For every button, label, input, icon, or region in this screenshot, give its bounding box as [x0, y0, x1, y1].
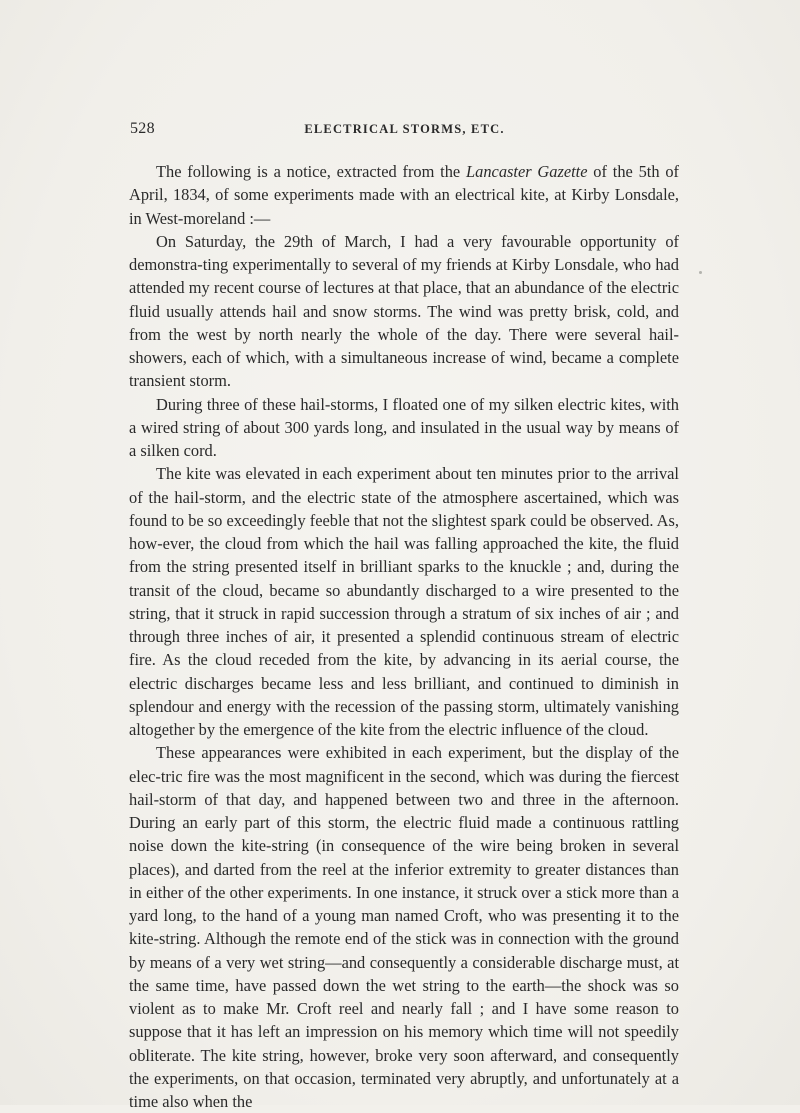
- newspaper-title: Lancaster Gazette: [466, 162, 588, 181]
- intro-text-before: The following is a notice, extracted from the: [156, 162, 467, 181]
- paper-speck: [699, 271, 702, 274]
- body-text: [129, 160, 679, 1113]
- paragraph-intro: [129, 160, 679, 230]
- running-head: ELECTRICAL STORMS, ETC.: [304, 122, 505, 136]
- paragraph-hail-storms: During three of these hail-storms, I floated one of my silken electric kites, with a wired string of about 300 yards long, and insulated in the usual way by means of a silken cord.: [129, 394, 679, 460]
- page-number: 528: [130, 120, 155, 137]
- page-header: [130, 120, 679, 144]
- intro-text-after: of the 5th of April, 1834, of some experiments made with an electrical kite, at Kirby Lonsdale, in West-moreland :—: [129, 162, 680, 228]
- paragraph-appearances: These appearances were exhibited in each experiment, but the display of the elec-tric fire was the most magnificent in the second, which was during the fiercest hail-storm of that day, and happened between two and three in the afternoon. During an early part of this storm, the electric fluid made a continuous rattling noise down the kite-string (in consequence of the wire being broken in several places), and darted from the reel at the inferior extremity to greater distances than in either of the other experiments. In one instance, it struck over a stick more than a yard long, to the hand of a young man named Croft, who was presenting it to the kite-string. Although the remote end of the stick was in connection with the ground by means of a very wet string—and consequently a considerable discharge must, at the same time, have passed down the wet string to the earth—the shock was so violent as to make Mr. Croft reel and nearly fall ; and I have some reason to suppose that it has left an impression on his memory which time will not speedily obliterate. The kite string, however, broke very soon afterward, and consequently the experiments, on that occasion, terminated very abruptly, and unfortunately at a time also when the: [129, 743, 679, 1111]
- paragraph-kite-elevated: The kite was elevated in each experiment about ten minutes prior to the arrival of the hail-storm, and the electric state of the atmosphere ascertained, which was found to be so exceedingly feeble that not the slightest spark could be observed. As, how-ever, the cloud from which the hail was falling approached the kite, the fluid from the string presented itself in brilliant sparks to the knuckle ; and, during the transit of the cloud, became so abundantly discharged to a wire presented to the string, that it struck in rapid succession through a stratum of six inches of air ; and through three inches of air, it presented a splendid continuous stream of electric fire. As the cloud receded from the kite, by advancing in its aerial course, the electric discharges became less and less brilliant, and continued to diminish in splendour and energy with the recession of the passing storm, ultimately vanishing altogether by the emergence of the kite from the electric influence of the cloud.: [129, 464, 679, 739]
- paragraph-saturday: On Saturday, the 29th of March, I had a very favourable opportunity of demonstra-ting experimentally to several of my friends at Kirby Lonsdale, who had attended my recent course of lectures at that place, that an abundance of the electric fluid usually attends hail and snow storms. The wind was pretty brisk, cold, and from the west by north nearly the whole of the day. There were several hail-showers, each of which, with a simultaneous increase of wind, became a complete transient storm.: [129, 231, 679, 391]
